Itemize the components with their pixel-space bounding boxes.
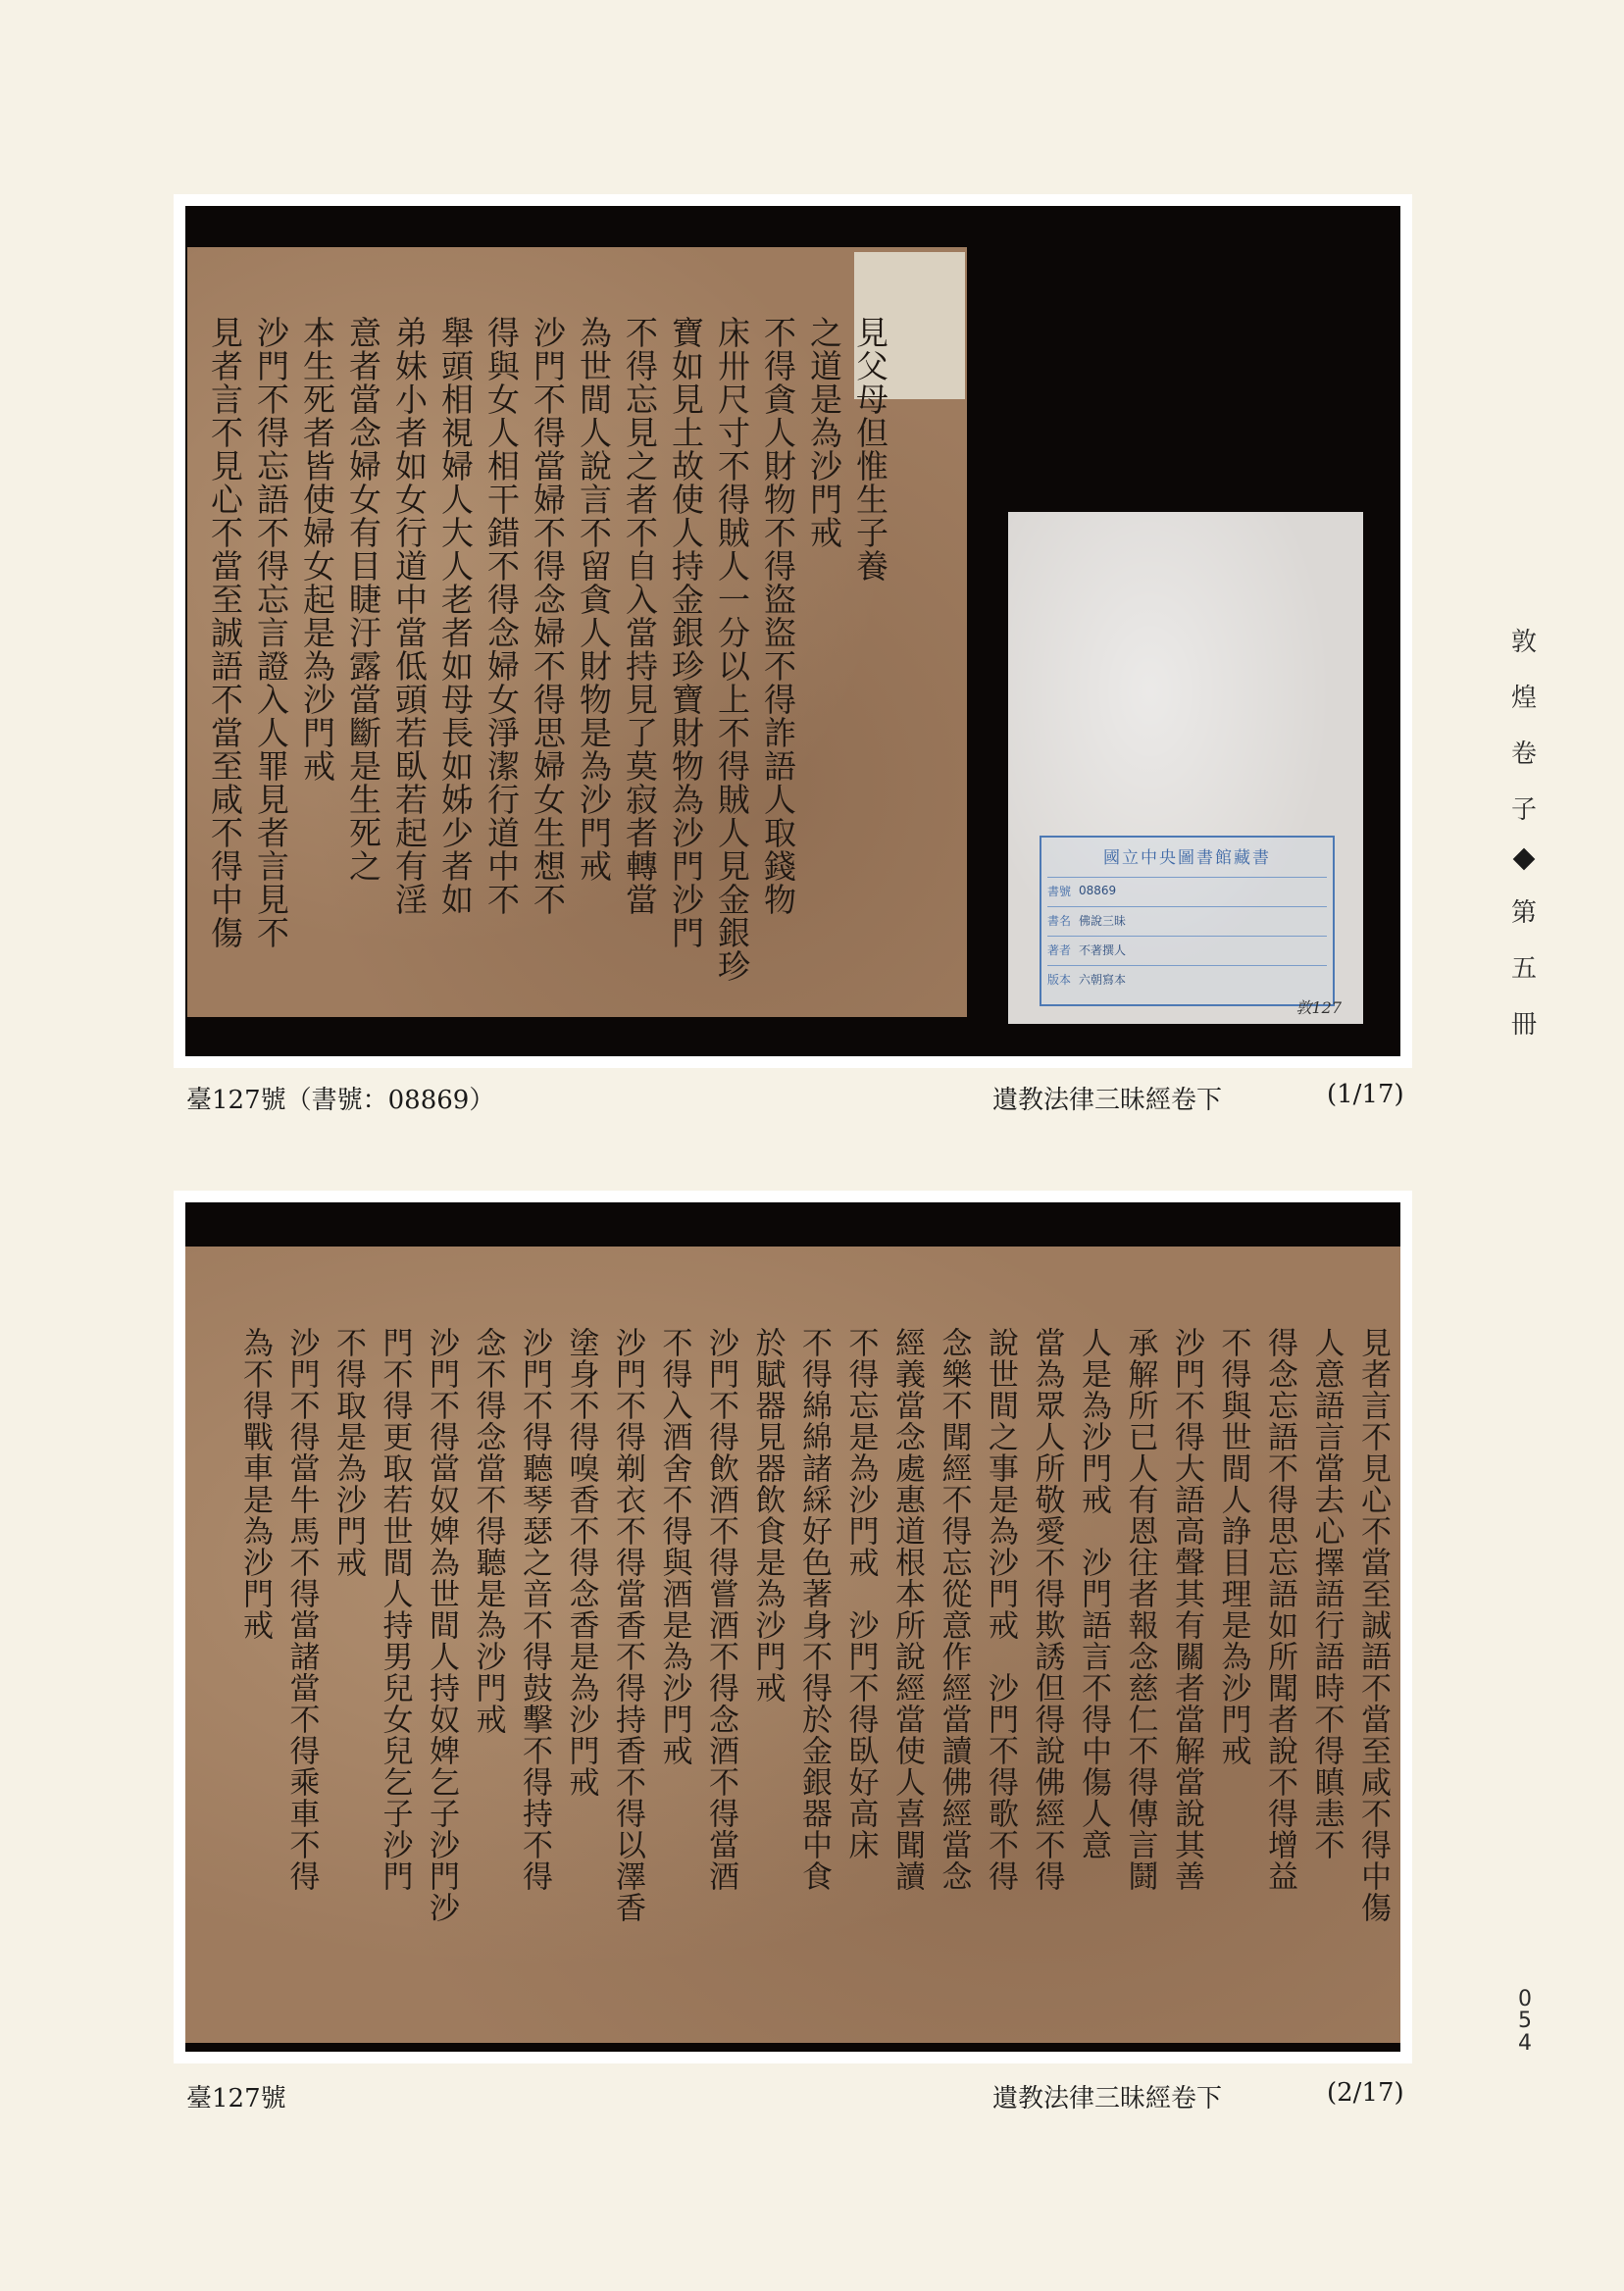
manuscript-paper-2 bbox=[185, 1247, 1400, 2043]
running-head-char: 第 bbox=[1510, 898, 1537, 928]
manuscript-column: 寶如見土故使人持金銀珍寶財物為沙門沙門 bbox=[667, 316, 705, 949]
page-number bbox=[1513, 1989, 1537, 2055]
manuscript-column: 當為眾人所敬愛不得欺誘但得說佛經不得 bbox=[1029, 1327, 1065, 1892]
plate-2-caption-id: 臺127號 bbox=[186, 2084, 286, 2113]
manuscript-column: 不得與世間人諍目理是為沙門戒 bbox=[1215, 1327, 1251, 1766]
plate-1-caption-page: (1/17) bbox=[1327, 1080, 1404, 1109]
manuscript-column: 不得入酒舍不得與酒是為沙門戒 bbox=[656, 1327, 692, 1766]
running-head-char: 五 bbox=[1510, 954, 1537, 984]
manuscript-column: 本生死者皆使婦女起是為沙門戒 bbox=[298, 316, 336, 783]
stamp-value: 佛說三昧 bbox=[1079, 913, 1127, 928]
manuscript-column: 之道是為沙門戒 bbox=[805, 316, 843, 549]
manuscript-column: 床卅尺寸不得賊人一分以上不得賊人見金銀珍 bbox=[713, 316, 751, 983]
manuscript-column: 為不得戰車是為沙門戒 bbox=[237, 1327, 273, 1641]
manuscript-column: 承解所已人有恩往者報念慈仁不得傳言鬪 bbox=[1122, 1327, 1158, 1892]
manuscript-column: 沙門不得當奴婢為世間人持奴婢乞子沙門沙 bbox=[424, 1327, 459, 1923]
plate-2-image bbox=[185, 1202, 1400, 2052]
plate-1-image bbox=[185, 206, 1400, 1056]
stamp-label: 書號 bbox=[1047, 884, 1072, 898]
running-head-char: 煌 bbox=[1510, 684, 1537, 713]
manuscript-column: 不得貪人財物不得盜盜不得詐語人取錢物 bbox=[759, 316, 797, 916]
manuscript-column: 於賦器見器飲食是為沙門戒 bbox=[749, 1327, 786, 1704]
stamp-row bbox=[1047, 936, 1327, 962]
manuscript-column: 塗身不得嗅香不得念香是為沙門戒 bbox=[563, 1327, 599, 1798]
manuscript-column: 不得綿綿諸綵好色著身不得於金銀器中食 bbox=[796, 1327, 832, 1892]
manuscript-paper-1 bbox=[187, 247, 967, 1017]
diamond-separator-icon bbox=[1513, 848, 1536, 871]
manuscript-column: 人是為沙門戒 沙門語言不得中傷人意 bbox=[1076, 1327, 1111, 1860]
stamp-row bbox=[1047, 965, 1327, 992]
manuscript-column: 得念忘語不得思忘語如所聞者說不得增益 bbox=[1262, 1327, 1297, 1892]
stamp-row bbox=[1047, 877, 1327, 903]
manuscript-column: 見者言不見心不當至誠語不當至咸不得中傷 bbox=[206, 316, 244, 949]
stamp-value: 08869 bbox=[1079, 884, 1117, 897]
manuscript-column: 說世間之事是為沙門戒 沙門不得歌不得 bbox=[983, 1327, 1018, 1892]
manuscript-column: 沙門不得剃衣不得當香不得持香不得以澤香 bbox=[610, 1327, 645, 1923]
running-head-char: 冊 bbox=[1510, 1010, 1537, 1040]
manuscript-column: 意者當念婦女有目睫汙露當斷是生死之 bbox=[344, 316, 382, 883]
page-number-digit: 5 bbox=[1518, 2009, 1532, 2034]
manuscript-column: 不得忘是為沙門戒 沙門不得臥好高床 bbox=[842, 1327, 879, 1860]
stamp-label: 書名 bbox=[1047, 913, 1072, 928]
manuscript-plate-2 bbox=[174, 1191, 1412, 2063]
manuscript-column: 見父母但惟生子養 bbox=[851, 316, 889, 583]
stamp-value: 不著撰人 bbox=[1079, 942, 1127, 957]
manuscript-plate-1 bbox=[174, 194, 1412, 1068]
manuscript-column: 沙門不得飲酒不得嘗酒不得念酒不得當酒 bbox=[703, 1327, 738, 1892]
plate-2-caption-title: 遺教法律三昧經卷下 bbox=[992, 2084, 1223, 2113]
manuscript-column: 門不得更取若世間人持男兒女兒乞子沙門 bbox=[377, 1327, 413, 1892]
plate-1-caption-title: 遺教法律三昧經卷下 bbox=[992, 1086, 1223, 1115]
running-head-char: 子 bbox=[1510, 795, 1537, 825]
manuscript-column: 沙門不得當婦不得念婦不得思婦女生想不 bbox=[529, 316, 567, 916]
stamp-row bbox=[1047, 906, 1327, 933]
plate-1-caption-id: 臺127號（書號：08869） bbox=[186, 1086, 495, 1115]
page-number-digit: 0 bbox=[1518, 1987, 1532, 2011]
manuscript-column: 見者言不見心不當至誠語不當至咸不得中傷 bbox=[1355, 1327, 1391, 1923]
stamp-value: 六朝寫本 bbox=[1079, 972, 1127, 987]
manuscript-column: 人意語言當去心擇語行語時不得瞋恚不 bbox=[1308, 1327, 1345, 1860]
manuscript-column: 為世間人說言不留貪人財物是為沙門戒 bbox=[575, 316, 613, 883]
library-stamp bbox=[1040, 836, 1335, 1006]
stamp-label: 著者 bbox=[1047, 942, 1072, 957]
manuscript-column: 沙門不得忘語不得忘言證入人罪見者言見不 bbox=[252, 316, 290, 949]
manuscript-column: 念不得念當不得聽是為沙門戒 bbox=[470, 1327, 506, 1735]
stamp-title: 國立中央圖書館藏書 bbox=[1103, 848, 1271, 868]
running-head-char: 卷 bbox=[1510, 739, 1537, 769]
plate-2-caption-page: (2/17) bbox=[1327, 2078, 1404, 2108]
manuscript-column: 念樂不聞經不得忘從意作經當讀佛經當念 bbox=[936, 1327, 972, 1892]
manuscript-column: 沙門不得當牛馬不得當諸當不得乘車不得 bbox=[283, 1327, 320, 1892]
manuscript-column: 不得取是為沙門戒 bbox=[330, 1327, 366, 1578]
manuscript-column: 不得忘見之者不自入當持見了莫寂者轉當 bbox=[621, 316, 659, 916]
manuscript-column: 沙門不得聽琴瑟之音不得鼓擊不得持不得 bbox=[517, 1327, 552, 1892]
manuscript-column: 舉頭相視婦人大人老者如母長如姊少者如 bbox=[436, 316, 475, 916]
manuscript-column: 弟妹小者如女行道中當低頭若臥若起有淫 bbox=[390, 316, 429, 916]
running-head bbox=[1510, 622, 1538, 1041]
stamp-label: 版本 bbox=[1047, 972, 1072, 987]
card-number: 敦127 bbox=[1295, 998, 1342, 1017]
manuscript-column: 得與女人相干錯不得念婦女淨潔行道中不 bbox=[482, 316, 521, 916]
page-number-digit: 4 bbox=[1518, 2030, 1532, 2056]
manuscript-column: 沙門不得大語高聲其有關者當解當說其善 bbox=[1169, 1327, 1204, 1892]
running-head-char: 敦 bbox=[1510, 628, 1537, 657]
manuscript-column: 經義當念處惠道根本所說經當使人喜聞讀 bbox=[889, 1327, 925, 1892]
library-card bbox=[1008, 512, 1363, 1024]
